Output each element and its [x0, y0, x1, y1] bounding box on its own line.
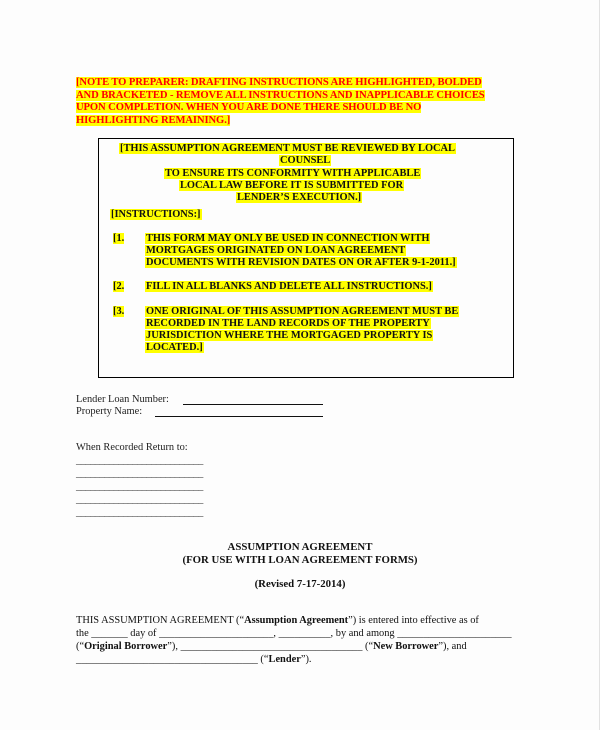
body-line-4: ___________________________________ (“Lender”).: [76, 654, 312, 665]
return-line-1[interactable]: ___________________________: [76, 455, 203, 466]
lender-loan-number-label: Lender Loan Number:: [76, 394, 169, 405]
review-line-5: LENDER’S EXECUTION.]: [237, 192, 362, 203]
property-name-label: Property Name:: [76, 406, 143, 417]
review-line-2: COUNSEL: [280, 155, 331, 166]
review-line-3: TO ENSURE ITS CONFORMITY WITH APPLICABLE: [165, 168, 421, 179]
agreement-title: ASSUMPTION AGREEMENT: [227, 541, 373, 553]
note-line-2: AND BRACKETED - REMOVE ALL INSTRUCTIONS AND INAPPLICABLE CHOICES: [76, 89, 485, 101]
instructions-heading: [INSTRUCTIONS:]: [111, 209, 201, 220]
item-2-line-1: FILL IN ALL BLANKS AND DELETE ALL INSTRUCTIONS.]: [146, 281, 432, 292]
note-line-1: [NOTE TO PREPARER: DRAFTING INSTRUCTIONS ARE HIGHLIGHTED, BOLDED: [76, 77, 482, 88]
item-1-line-2: MORTGAGES ORIGINATED ON LOAN AGREEMENT: [146, 245, 406, 256]
item-3-line-3: JURISDICTION WHERE THE MORTGAGED PROPERTY IS: [146, 330, 433, 341]
return-line-5[interactable]: ___________________________: [76, 507, 203, 518]
item-3-number: [3.: [113, 306, 125, 317]
review-line-4: LOCAL LAW BEFORE IT IS SUBMITTED FOR: [180, 180, 404, 191]
revised-date: (Revised 7-17-2014): [254, 578, 346, 590]
item-2-number: [2.: [113, 281, 125, 292]
return-line-3[interactable]: ___________________________: [76, 481, 203, 492]
review-line-1: [THIS ASSUMPTION AGREEMENT MUST BE REVIEWED BY LOCAL: [120, 143, 455, 154]
body-line-3: (“Original Borrower”), ___________________________________ (“New Borrower”), and: [76, 641, 467, 652]
item-1-number: [1.: [113, 233, 125, 244]
note-line-4: HIGHLIGHTING REMAINING.]: [76, 114, 231, 126]
body-line-2: the _______ day of ______________________, __________, by and among ______________________: [76, 628, 512, 639]
property-name-field-a[interactable]: [155, 416, 183, 417]
agreement-subtitle: (FOR USE WITH LOAN AGREEMENT FORMS): [182, 554, 418, 566]
instructions-box: [98, 138, 514, 378]
return-line-2[interactable]: ___________________________: [76, 468, 203, 479]
preparer-note: [76, 77, 546, 127]
lender-loan-number-field[interactable]: [183, 404, 323, 405]
item-3-line-2: RECORDED IN THE LAND RECORDS OF THE PROPERTY: [146, 318, 430, 329]
item-3-line-4: LOCATED.]: [146, 342, 203, 353]
body-line-1: THIS ASSUMPTION AGREEMENT (“Assumption Agreement”) is entered into effective as of: [76, 615, 479, 626]
item-1-line-1: THIS FORM MAY ONLY BE USED IN CONNECTION WITH: [146, 233, 430, 244]
note-line-3: UPON COMPLETION. WHEN YOU ARE DONE THERE SHOULD BE NO: [76, 102, 422, 114]
item-3-line-1: ONE ORIGINAL OF THIS ASSUMPTION AGREEMENT MUST BE: [146, 306, 459, 317]
return-line-4[interactable]: ___________________________: [76, 494, 203, 505]
property-name-field-b[interactable]: [183, 416, 323, 417]
when-recorded-label: When Recorded Return to:: [76, 442, 188, 453]
item-1-line-3: DOCUMENTS WITH REVISION DATES ON OR AFTER 9-1-2011.]: [146, 257, 456, 268]
